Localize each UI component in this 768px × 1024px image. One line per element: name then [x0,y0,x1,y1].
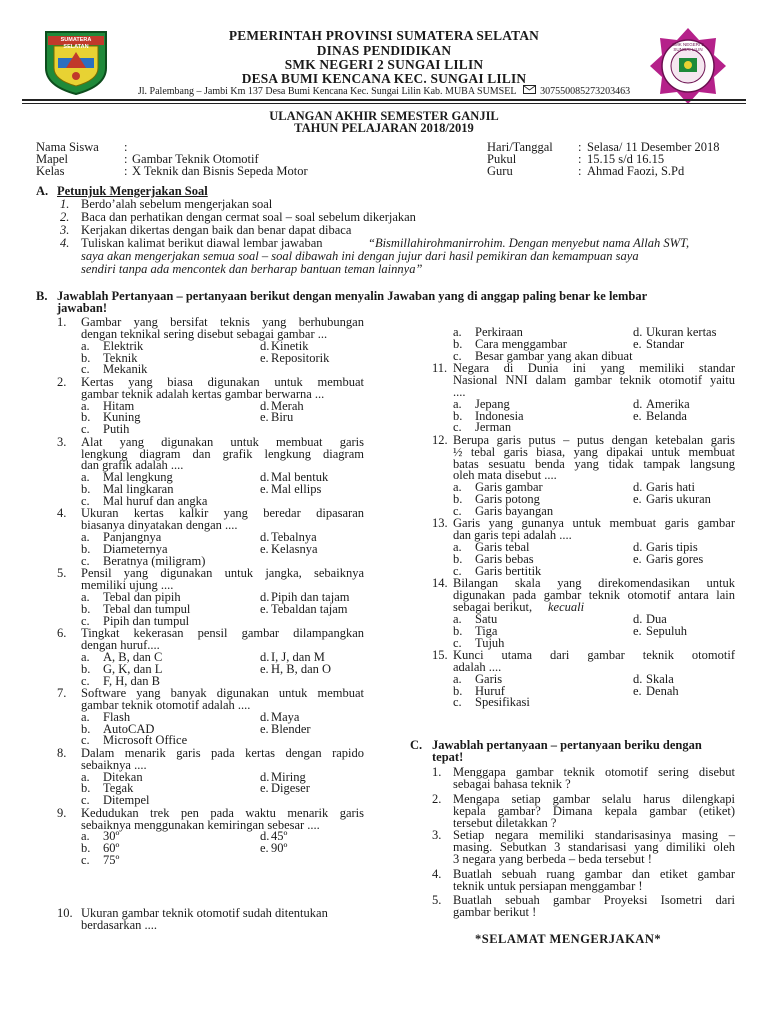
question-number: 15. [432,647,448,662]
question-text: gambar teknik adalah kertas gambar berwarna ... [81,386,325,401]
option-letter: d. [260,769,270,784]
option-text: Tegak [103,781,134,796]
option-letter: a. [81,709,90,724]
question-number: 13. [432,516,448,531]
option-text: 60º [103,841,120,856]
info-colon: : [124,164,128,178]
option-letter: c. [453,420,462,435]
info-value: X Teknik dan Bisnis Sepeda Motor [132,164,308,178]
option-text: Diameternya [103,541,168,556]
option-text: 90º [271,841,288,856]
info-colon: : [578,164,582,178]
option-text: Spesifikasi [475,695,530,710]
option-text: Merah [271,398,304,413]
essay-number: 3. [432,828,442,842]
option-text: Mekanik [103,362,148,377]
essay-number: 4. [432,867,442,881]
option-letter: e. [260,841,269,856]
option-letter: a. [81,398,90,413]
option-letter: d. [260,338,270,353]
question-text: .... [453,384,466,399]
option-text: Garis bayangan [475,503,554,518]
question-text: biasanya dinyatakan dengan .... [81,518,238,533]
instruction-number: 2. [60,210,70,224]
closing-text: *SELAMAT MENGERJAKAN* [475,932,662,946]
option-letter: c. [453,503,462,518]
question-text: Kunci utama dari gambar teknik otomotif [453,647,735,662]
option-text: Kelasnya [271,541,318,556]
question-text: sebagai berikut, [453,599,533,614]
option-text: Maya [271,709,300,724]
essay-text: gambar berikut ! [453,905,537,919]
option-text: Tiga [475,623,498,638]
section-b-title: jawaban! [57,301,108,315]
option-text: Tebal dan pipih [103,589,181,604]
option-letter: d. [260,530,270,545]
option-text: Dua [646,611,667,626]
option-letter: d. [260,470,270,485]
option-text: Flash [103,709,131,724]
question-text: Garis yang gunanya untuk membuat garis gambar [453,516,735,531]
option-letter: b. [453,336,463,351]
question-text: Kedudukan trek pen pada waktu menarik garis [81,805,364,820]
essay-number: 5. [432,893,442,907]
question-number: 7. [57,685,67,700]
question-number: 6. [57,626,67,641]
option-text: Garis tipis [646,540,698,555]
option-text: Jepang [475,396,510,411]
option-text: Ditempel [103,793,150,808]
option-letter: a. [453,325,462,339]
section-a-title: Petunjuk Mengerjakan Soal [57,184,208,198]
question-number: 1. [57,315,67,329]
option-letter: e. [260,350,269,365]
option-text: Garis gambar [475,480,543,495]
option-text: AutoCAD [103,721,155,736]
option-letter: b. [81,482,91,497]
option-text: Perkiraan [475,325,523,339]
info-label: Guru [487,164,513,178]
option-letter: d. [633,611,643,626]
option-letter: a. [81,589,90,604]
question-text: Gambar yang bersifat teknis yang berhubungan [81,315,364,329]
option-text: Garis tebal [475,540,530,555]
option-letter: a. [453,671,462,686]
option-text: Pipih dan tajam [271,589,350,604]
option-text: Garis bebas [475,551,534,566]
option-letter: c. [81,613,90,628]
question-text: dan garis tepi adalah .... [453,528,572,543]
instruction-quote: sendiri tanpa ada mencontek dan berharap bantuan teman lainnya” [81,262,423,276]
option-letter: a. [81,470,90,485]
option-text: Biru [271,410,294,425]
envelope-icon [523,85,536,94]
left-logo-text: SUMATERA SELATAN [60,37,92,50]
option-letter: e. [260,721,269,736]
option-text: Garis gores [646,551,704,566]
option-letter: c. [81,422,90,437]
essay-text: Buatlah sebuah gambar Proyeksi Isometri dari [453,893,735,907]
essay-text: tersebut diletakkan ? [453,816,557,830]
exam-title: ULANGAN AKHIR SEMESTER GANJIL [269,109,499,123]
option-text: Hitam [103,398,135,413]
section-c-title: Jawablah pertanyaan – pertanyaan beriku dengan [432,738,702,752]
question-text: batas sesuatu benda yang tidak tampak langsung [453,456,735,471]
option-text: Elektrik [103,338,144,353]
essay-text: Mengapa setiap gambar selalu harus dilengkapi [453,792,735,806]
option-text: Putih [103,422,130,437]
info-value: Gambar Teknik Otomotif [132,152,259,166]
question-text: Dalam menarik garis pada kertas dengan rapido [81,745,364,760]
option-letter: b. [81,781,91,796]
essay-number: 2. [432,792,442,806]
option-text: Garis ukuran [646,492,711,507]
option-letter: b. [81,350,91,365]
info-colon: : [578,140,582,154]
option-text: Cara menggambar [475,336,567,351]
option-text: Skala [646,671,674,686]
question-number: 11. [432,361,448,376]
option-text: Digeser [271,781,310,796]
question-text: Ukuran gambar teknik otomotif sudah ditentukan [81,906,328,920]
section-b-title: Jawablah Pertanyaan – pertanyaan berikut dengan menyalin Jawaban yang di anggap paling benar ke lembar [57,289,648,303]
instruction-text: Tuliskan kalimat berikut diawal lembar jawaban [81,236,323,250]
option-text: 75º [103,853,120,868]
instruction-number: 3. [60,223,70,237]
option-text: I, J, dan M [271,649,325,664]
option-letter: e. [260,781,269,796]
option-text: Garis [475,671,503,686]
question-text: Berupa garis putus – putus dengan ketebalan garis [453,432,735,447]
essay-text: Setiap negara memiliki standarisasinya masing – [453,828,735,842]
question-number: 14. [432,576,448,591]
question-text: Pensil yang digunakan untuk jangka, sebaiknya [81,566,364,581]
option-text: Belanda [646,408,687,423]
instruction-number: 1. [60,197,70,211]
essay-text: Buatlah sebuah ruang gambar dan etiket gambar [453,867,735,881]
option-text: Ukuran kertas [646,325,717,339]
question-number: 5. [57,566,67,581]
option-text: Beratnya (miligram) [103,553,206,568]
option-text: Besar gambar yang akan dibuat [475,348,633,363]
option-text: Indonesia [475,408,524,423]
essay-text: Menggapa gambar teknik otomotif sering disebut [453,765,735,779]
option-text: Tujuh [475,635,505,650]
info-label: Pukul [487,152,517,166]
essay-text: 3 negara yang berbeda – beda tersebut ! [453,852,652,866]
question-text: adalah .... [453,659,502,674]
question-text: memiliki ujung .... [81,578,174,593]
info-label: Kelas [36,164,65,178]
option-letter: b. [453,492,463,507]
section-c-letter: C. [410,738,423,752]
instruction-text: Berdo’alah sebelum mengerjakan soal [81,197,273,211]
info-value: Selasa/ 11 Desember 2018 [587,140,720,154]
option-text: Jerman [475,420,512,435]
option-text: Garis potong [475,492,540,507]
option-text: Microsoft Office [103,733,188,748]
option-text: Panjangnya [103,530,162,545]
question-text: dengan teknikal sering disebut sebagai gambar ... [81,326,328,341]
option-letter: b. [81,721,91,736]
option-letter: c. [453,348,462,363]
option-text: Mal huruf dan angka [103,493,208,508]
option-letter: e. [633,683,642,698]
option-letter: c. [81,853,90,868]
question-text: sebaiknya menggunakan kemiringan sebesar .... [81,817,320,832]
question-text: Tingkat kekerasan pensil gambar dilampangkan [81,626,364,641]
right-logo-text: SMK NEGERI 2 SUNGAI LILIN [671,42,704,52]
option-text: Standar [646,336,685,351]
option-letter: e. [633,408,642,423]
header-rule-thin [22,103,746,104]
question-text: Negara di Dunia ini yang memiliki standar [453,361,735,376]
question-text: digunakan pada gambar teknik otomotif antara lain [453,588,735,603]
header-line4: DESA BUMI KENCANA KEC. SUNGAI LILIN [241,71,527,86]
info-colon: : [124,140,128,154]
option-letter: c. [81,362,90,377]
option-letter: e. [260,410,269,425]
option-letter: e. [260,601,269,616]
option-letter: c. [81,793,90,808]
option-letter: d. [633,480,643,495]
option-letter: c. [453,695,462,710]
instruction-quote: saya akan mengerjakan semua soal – soal dibawah ini dengan jujur dari hasil pemikiran dan kemampuan saya [81,249,639,263]
option-text: Mal bentuk [271,470,329,485]
question-text: sebaiknya .... [81,757,147,772]
option-letter: d. [260,649,270,664]
option-letter: e. [260,661,269,676]
option-letter: c. [81,553,90,568]
option-text: F, H, dan B [103,673,160,688]
option-letter: c. [81,733,90,748]
info-value: Ahmad Faozi, S.Pd [587,164,685,178]
option-text: A, B, dan C [103,649,163,664]
option-letter: e. [260,482,269,497]
option-letter: b. [81,410,91,425]
option-letter: b. [81,541,91,556]
question-number: 8. [57,745,67,760]
option-text: 45º [271,829,288,844]
option-text: Sepuluh [646,623,687,638]
header-address-line [0,85,768,98]
header-rule-thick [22,99,746,101]
option-letter: d. [633,671,643,686]
question-text: dan grafik adalah .... [81,458,184,473]
option-text: Repositorik [271,350,330,365]
option-letter: a. [453,396,462,411]
option-letter: a. [81,530,90,545]
question-text: Kertas yang biasa digunakan untuk membuat [81,374,364,389]
option-letter: d. [633,396,643,411]
option-letter: c. [453,635,462,650]
option-letter: b. [81,661,91,676]
question-text: gambar teknik otomotif adalah .... [81,697,251,712]
option-letter: b. [81,601,91,616]
header-email: 307550085273203463 [540,86,631,97]
instruction-text: Kerjakan dikertas dengan baik dan benar dapat dibaca [81,223,352,237]
option-text: Pipih dan tumpul [103,613,190,628]
option-letter: b. [453,683,463,698]
section-b-letter: B. [36,289,48,303]
option-text: Huruf [475,683,505,698]
option-letter: a. [453,611,462,626]
question-text: oleh mata disebut .... [453,468,557,483]
option-letter: a. [81,649,90,664]
option-letter: e. [260,541,269,556]
essay-text: kepala gambar? Dimana kepala gambar (etiket) [453,804,735,818]
option-text: 30º [103,829,120,844]
option-letter: e. [633,623,642,638]
question-text: Ukuran kertas kalkir yang beredar dipasaran [81,506,364,521]
option-text: Mal ellips [271,482,322,497]
option-text: G, K, dan L [103,661,163,676]
option-letter: a. [81,769,90,784]
question-number: 2. [57,374,67,389]
option-text: Denah [646,683,679,698]
instruction-quote: “Bismillahirohmanirrohim. Dengan menyebut nama Allah SWT, [368,236,690,250]
option-letter: d. [260,398,270,413]
option-text: Miring [271,769,306,784]
option-text: Tebaldan tajam [271,601,348,616]
info-label: Nama Siswa [36,140,99,154]
question-text: dengan huruf.... [81,637,160,652]
question-text: Software yang banyak digunakan untuk membuat [81,685,364,700]
option-text: Teknik [103,350,138,365]
header-line1: PEMERINTAH PROVINSI SUMATERA SELATAN [228,28,540,43]
question-text: berdasarkan .... [81,917,158,932]
option-letter: e. [633,551,642,566]
option-text: Garis bertitik [475,563,542,578]
option-text: Tebal dan tumpul [103,601,191,616]
question-number: 3. [57,434,67,449]
header-line3: SMK NEGERI 2 SUNGAI LILIN [284,57,484,72]
option-text: Amerika [646,396,690,411]
instruction-number: 4. [60,236,70,250]
header-line2: DINAS PENDIDIKAN [316,43,452,58]
option-letter: c. [453,563,462,578]
option-letter: a. [453,480,462,495]
exam-year: TAHUN PELAJARAN 2018/2019 [294,121,474,135]
option-letter: a. [453,540,462,555]
option-letter: d. [633,325,643,339]
question-text: ½ tebal garis biasa, yang dipakai untuk membuat [453,444,735,459]
option-letter: d. [260,709,270,724]
option-letter: b. [81,841,91,856]
info-label: Hari/Tanggal [487,140,553,154]
question-number: 12. [432,432,448,447]
option-letter: a. [81,338,90,353]
question-number: 10. [57,906,73,920]
essay-text: teknik untuk persiapan menggambar ! [453,879,643,893]
question-number: 4. [57,506,67,521]
option-text: Mal lingkaran [103,482,174,497]
option-text: Ditekan [103,769,143,784]
question-text: Nasional NNI dalam gambar teknik otomotif yaitu [453,373,735,387]
question-italic: kecuali [548,599,585,614]
option-letter: c. [81,673,90,688]
info-colon: : [578,152,582,166]
essay-number: 1. [432,765,442,779]
option-text: Satu [475,611,498,626]
option-letter: a. [81,829,90,844]
option-letter: d. [260,829,270,844]
option-text: H, B, dan O [271,661,332,676]
option-text: Garis hati [646,480,695,495]
essay-text: masing. Sebutkan 3 standarisasi yang dimiliki oleh [453,840,735,854]
section-a-letter: A. [36,184,49,198]
option-text: Tebalnya [271,530,317,545]
option-letter: c. [81,493,90,508]
info-value: 15.15 s/d 16.15 [587,152,665,166]
option-text: Kuning [103,410,141,425]
instruction-text: Baca dan perhatikan dengan cermat soal – soal sebelum dikerjakan [81,210,416,224]
option-letter: d. [260,589,270,604]
section-c-title: tepat! [432,750,464,764]
question-number: 9. [57,805,67,820]
option-letter: e. [633,492,642,507]
option-letter: e. [633,336,642,351]
option-letter: d. [633,540,643,555]
question-text: Alat yang digunakan untuk membuat garis [81,434,364,449]
option-letter: b. [453,408,463,423]
question-text: Bilangan skala yang direkomendasikan untuk [453,576,735,591]
info-colon: : [124,152,128,166]
header-address: Jl. Palembang – Jambi Km 137 Desa Bumi Kencana Kec. Sungai Lilin Kab. MUBA SUMSEL [137,86,517,97]
option-text: Kinetik [271,338,309,353]
essay-text: sebagai bahasa teknik ? [453,777,571,791]
info-label: Mapel [36,152,68,166]
option-letter: b. [453,623,463,638]
option-text: Mal lengkung [103,470,173,485]
option-text: Blender [271,721,311,736]
question-text: lengkung diagram dan grafik lengkung diagram [81,446,364,461]
option-letter: b. [453,551,463,566]
